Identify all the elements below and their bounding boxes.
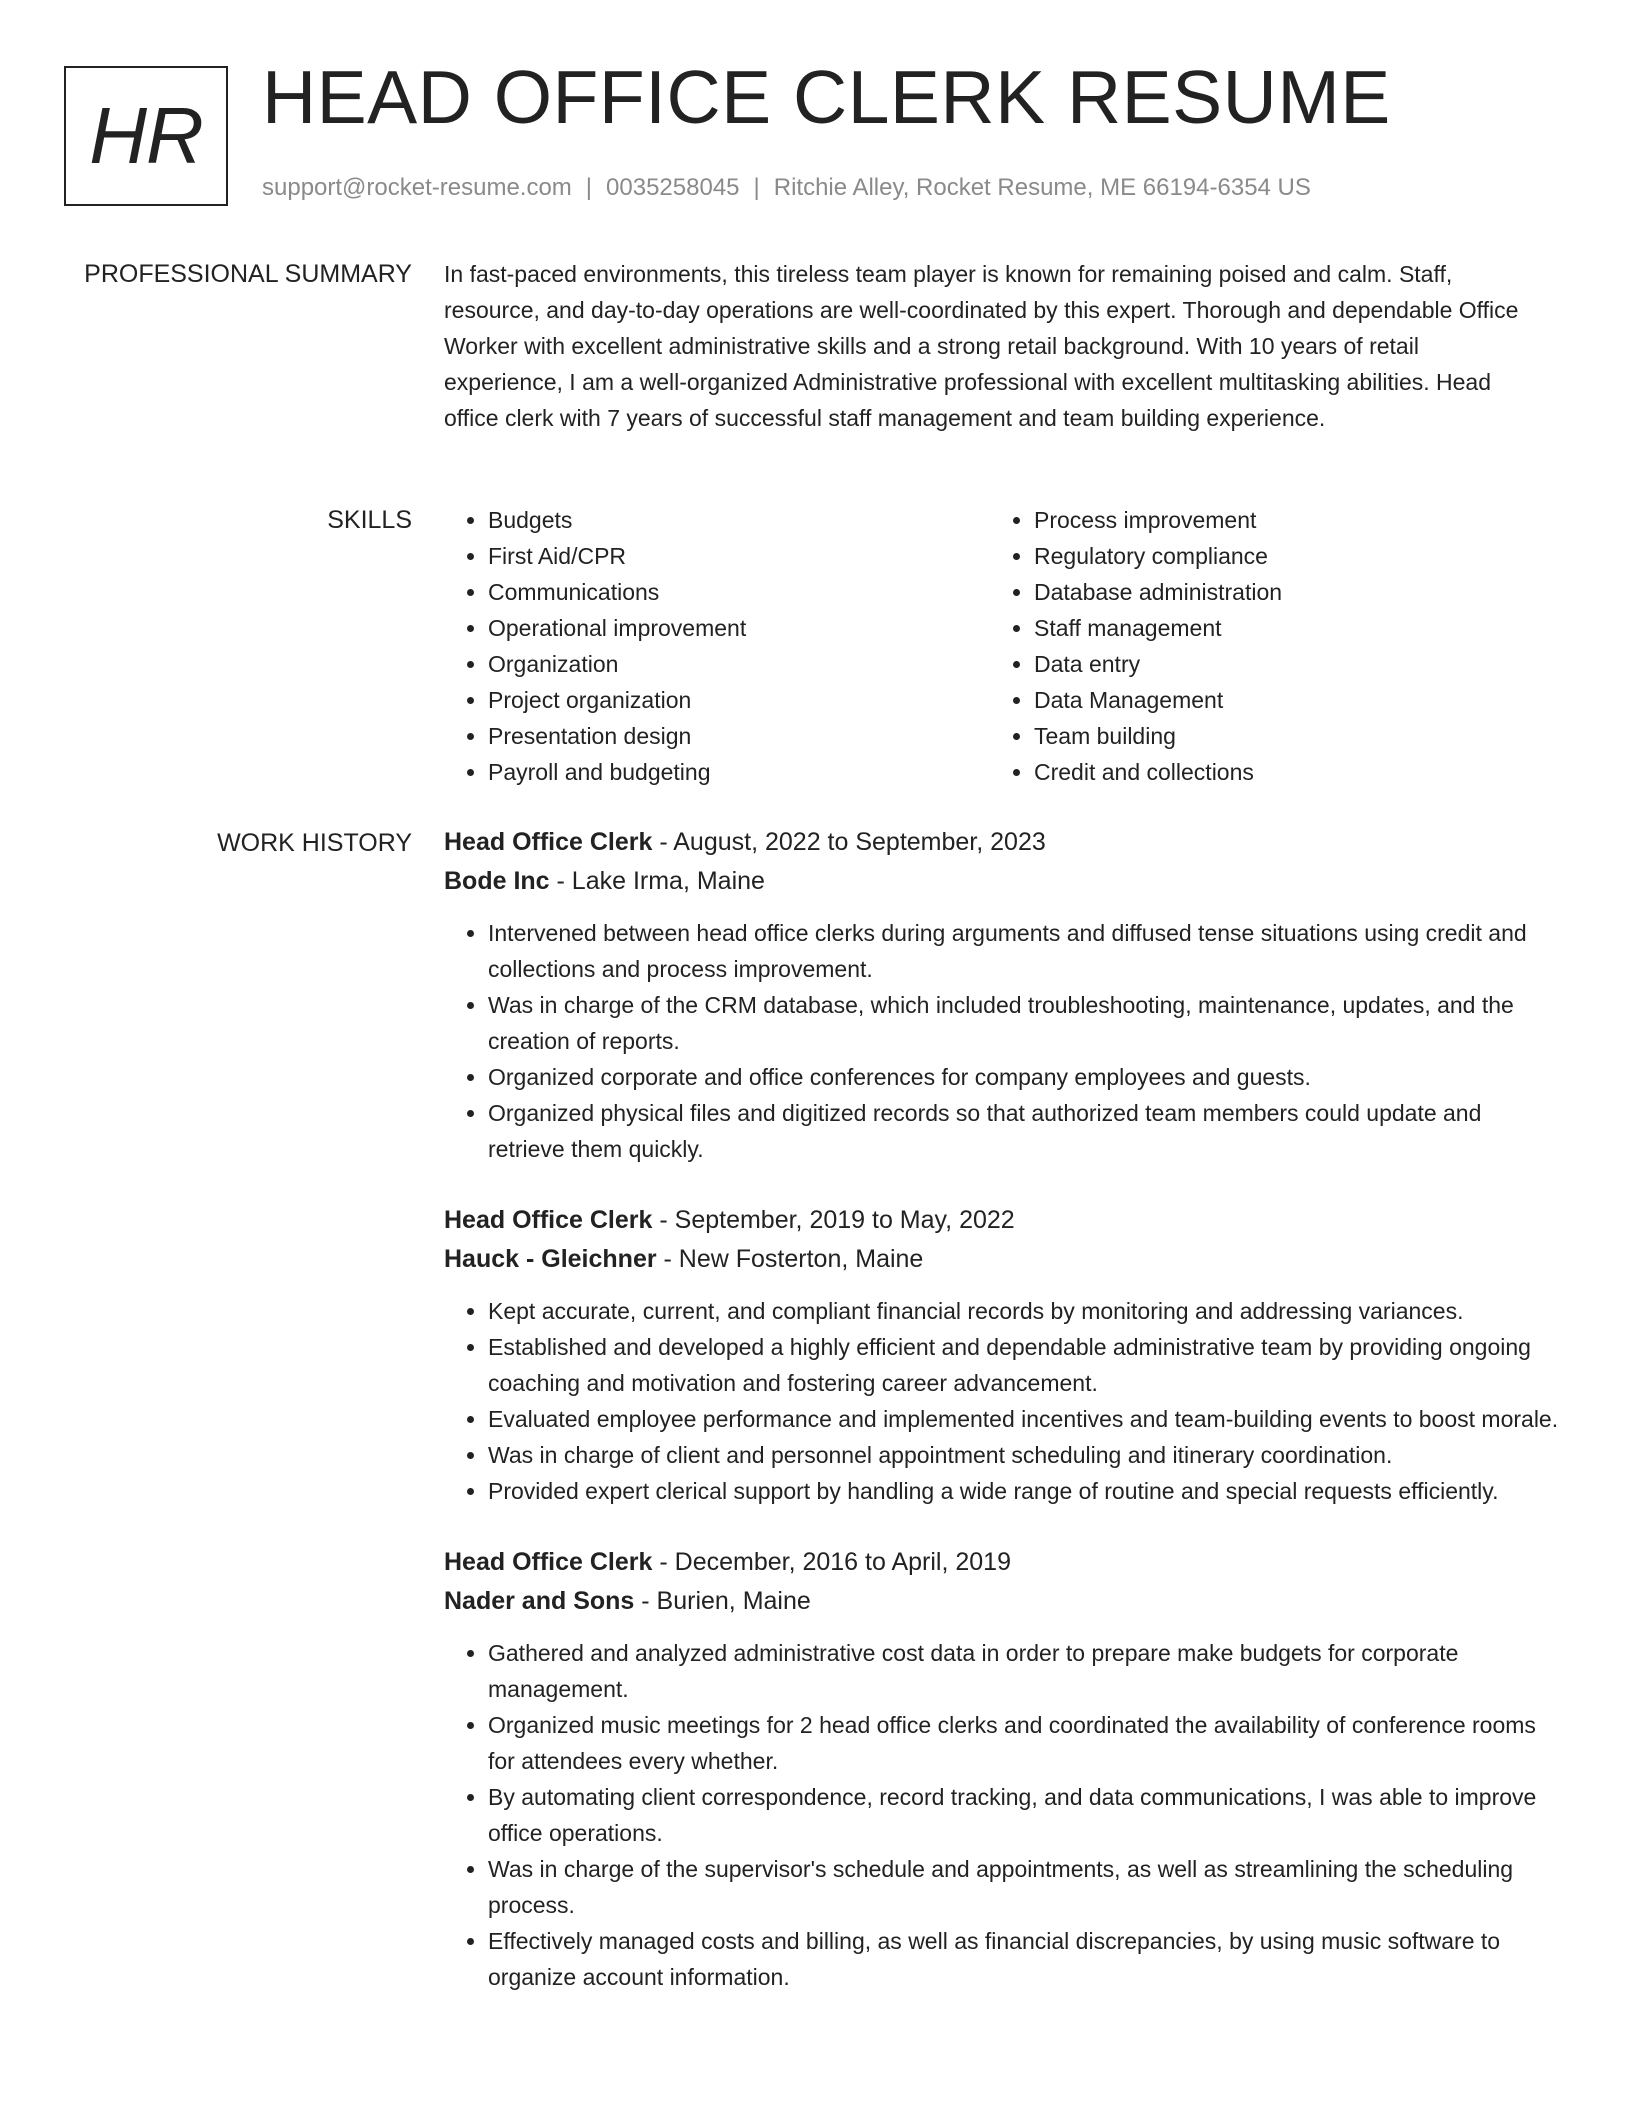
- contact-separator: |: [585, 174, 593, 201]
- job-title-line: [444, 1543, 1564, 1582]
- skill-item: • Budgets: [488, 502, 988, 538]
- monogram-initials: HR: [89, 91, 203, 180]
- job-location: - Lake Irma, Maine: [549, 867, 765, 895]
- skill-item: • First Aid/CPR: [488, 538, 988, 574]
- monogram-box: [64, 66, 228, 206]
- contact-line: [262, 174, 1311, 202]
- job-dates: - September, 2019 to May, 2022: [652, 1206, 1015, 1234]
- contact-phone: 0035258045: [606, 174, 740, 201]
- job-title: Head Office Clerk: [444, 1206, 653, 1234]
- contact-email: support@rocket-resume.com: [262, 174, 572, 201]
- skill-item: • Data entry: [1034, 646, 1534, 682]
- job-bullet: • Effectively managed costs and billing, as well as financial discrepancies, by using music software to organize account information.: [488, 1923, 1564, 1995]
- skill-item: • Database administration: [1034, 574, 1534, 610]
- job-bullet: • Was in charge of the CRM database, which included troubleshooting, maintenance, updates, and the creation of reports.: [488, 987, 1564, 1059]
- job-entry: [444, 1201, 1564, 1509]
- job-location: - Burien, Maine: [634, 1587, 811, 1615]
- skills-heading: SKILLS: [327, 506, 412, 534]
- job-bullet: • Organized music meetings for 2 head office clerks and coordinated the availability of conference rooms for attendees every whether.: [488, 1707, 1564, 1779]
- job-dates: - August, 2022 to September, 2023: [652, 828, 1046, 856]
- job-company-line: [444, 1240, 1564, 1279]
- job-bullets: [444, 1293, 1564, 1509]
- job-company-line: [444, 862, 1564, 901]
- job-dates: - December, 2016 to April, 2019: [652, 1548, 1011, 1576]
- job-title: Head Office Clerk: [444, 828, 653, 856]
- skills-list-left: [444, 502, 988, 790]
- skill-item: • Operational improvement: [488, 610, 988, 646]
- job-bullet: • Kept accurate, current, and compliant financial records by monitoring and addressing variances.: [488, 1293, 1564, 1329]
- contact-address: Ritchie Alley, Rocket Resume, ME 66194-6354 US: [773, 174, 1311, 201]
- job-bullet: • Was in charge of the supervisor's schedule and appointments, as well as streamlining the scheduling process.: [488, 1851, 1564, 1923]
- summary-heading: PROFESSIONAL SUMMARY: [84, 260, 412, 288]
- skill-item: • Team building: [1034, 718, 1534, 754]
- skill-item: • Organization: [488, 646, 988, 682]
- summary-body: [444, 256, 1544, 436]
- job-entry: [444, 823, 1564, 1167]
- skill-item: • Communications: [488, 574, 988, 610]
- job-bullet: • Organized physical files and digitized records so that authorized team members could update and retrieve them quickly.: [488, 1095, 1564, 1167]
- job-company: Nader and Sons: [444, 1587, 635, 1615]
- job-bullet: • By automating client correspondence, record tracking, and data communications, I was able to improve office operations.: [488, 1779, 1564, 1851]
- job-entry: [444, 1543, 1564, 1995]
- job-bullet: • Organized corporate and office conferences for company employees and guests.: [488, 1059, 1564, 1095]
- skill-item: • Payroll and budgeting: [488, 754, 988, 790]
- job-bullet: • Evaluated employee performance and implemented incentives and team-building events to boost morale.: [488, 1401, 1564, 1437]
- job-bullet: • Was in charge of client and personnel appointment scheduling and itinerary coordination.: [488, 1437, 1564, 1473]
- job-bullet: • Gathered and analyzed administrative cost data in order to prepare make budgets for corporate management.: [488, 1635, 1564, 1707]
- skill-item: • Project organization: [488, 682, 988, 718]
- work-history-heading: WORK HISTORY: [217, 829, 412, 857]
- job-title-line: [444, 1201, 1564, 1240]
- job-bullets: [444, 915, 1564, 1167]
- job-title-line: [444, 823, 1564, 862]
- contact-separator: |: [753, 174, 760, 201]
- job-title: Head Office Clerk: [444, 1548, 653, 1576]
- skill-item: • Data Management: [1034, 682, 1534, 718]
- job-bullet: • Provided expert clerical support by handling a wide range of routine and special requests efficiently.: [488, 1473, 1564, 1509]
- job-company: Hauck - Gleichner: [444, 1245, 657, 1273]
- skills-columns: [444, 502, 1564, 790]
- skill-item: • Credit and collections: [1034, 754, 1534, 790]
- resume-title: HEAD OFFICE CLERK RESUME: [262, 55, 1391, 139]
- work-history-body: [444, 823, 1564, 2029]
- skill-item: • Staff management: [1034, 610, 1534, 646]
- job-bullet: • Intervened between head office clerks during arguments and diffused tense situations using credit and collections and process improvement.: [488, 915, 1564, 987]
- job-bullet: • Established and developed a highly efficient and dependable administrative team by providing ongoing coaching and motivation and fostering career advancement.: [488, 1329, 1564, 1401]
- skills-body: [444, 502, 1564, 790]
- job-location: - New Fosterton, Maine: [656, 1245, 924, 1273]
- skill-item: • Regulatory compliance: [1034, 538, 1534, 574]
- job-company-line: [444, 1582, 1564, 1621]
- skill-item: • Process improvement: [1034, 502, 1534, 538]
- summary-text: In fast-paced environments, this tireless team player is known for remaining poised and calm. Staff, resource, and day-to-day operations are well-coordinated by this expert. Thorough and dependable Office Worker with excellent administrative skills and a strong retail background. With 10 years of retail experience, I am a well-organized Administrative professional with excellent multitasking abilities. Head office clerk with 7 years of successful staff management and team building experience.: [444, 261, 1519, 431]
- job-company: Bode Inc: [444, 867, 550, 895]
- skill-item: • Presentation design: [488, 718, 988, 754]
- skills-list-right: [990, 502, 1534, 790]
- job-bullets: [444, 1635, 1564, 1995]
